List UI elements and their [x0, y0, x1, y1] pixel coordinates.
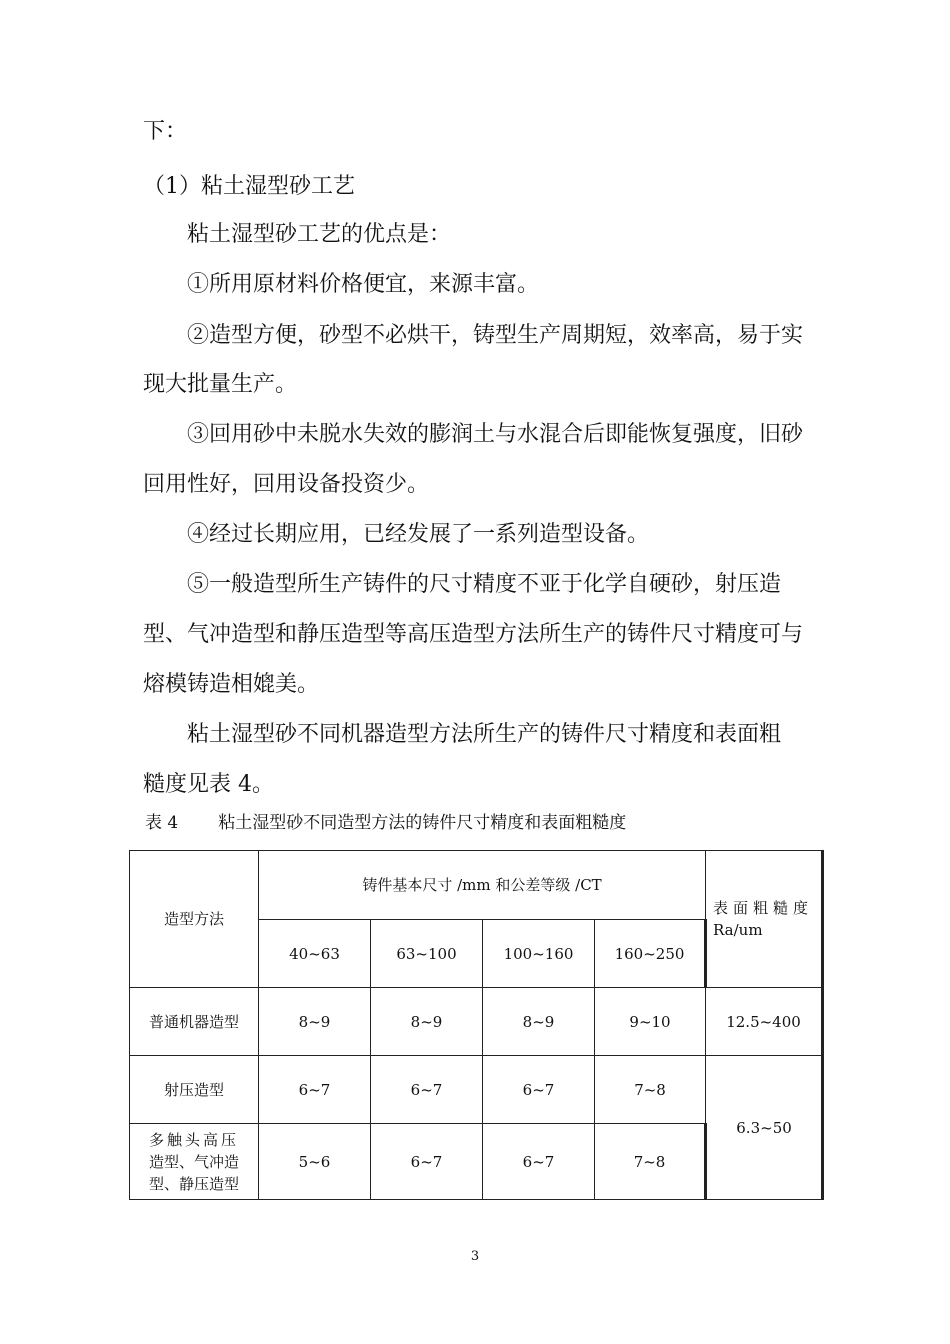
method-cell: 射压造型 [130, 1056, 259, 1124]
header-roughness-unit: Ra/um [713, 921, 763, 939]
method-line: 型、静压造型 [148, 1174, 239, 1193]
table-header-row [130, 851, 823, 920]
advantage-3-line1: ③回用砂中未脱水失效的膨润土与水混合后即能恢复强度，旧砂 [187, 422, 804, 447]
value-cell: 8~9 [371, 988, 483, 1056]
value-cell: 7~8 [595, 1056, 706, 1124]
value-cell: 6~7 [259, 1056, 371, 1124]
header-roughness-label: 表面粗糙度 [713, 899, 814, 917]
summary-line1: 粘土湿型砂不同机器造型方法所生产的铸件尺寸精度和表面粗 [187, 722, 782, 747]
advantage-4: ④经过长期应用，已经发展了一系列造型设备。 [187, 522, 650, 547]
advantage-5-line3: 熔模铸造相媲美。 [143, 672, 320, 697]
advantage-3-line2: 回用性好，回用设备投资少。 [143, 472, 430, 497]
size-range-cell: 63~100 [371, 920, 483, 988]
table-row [130, 988, 823, 1056]
page-number: 3 [470, 1249, 480, 1264]
size-range-cell: 40~63 [259, 920, 371, 988]
roughness-cell: 6.3~50 [706, 1056, 823, 1200]
advantage-5-line1: ⑤一般造型所生产铸件的尺寸精度不亚于化学自硬砂，射压造 [187, 572, 782, 597]
size-range-cell: 160~250 [595, 920, 706, 988]
value-cell: 7~8 [595, 1124, 706, 1200]
dimension-accuracy-table [129, 850, 824, 1200]
value-cell: 6~7 [371, 1056, 483, 1124]
table-caption-label: 表 4 [145, 813, 179, 833]
header-roughness [706, 851, 823, 988]
table-row [130, 1056, 823, 1124]
header-size-grade: 铸件基本尺寸 /mm 和公差等级 /CT [259, 851, 706, 920]
advantage-5-line2: 型、气冲造型和静压造型等高压造型方法所生产的铸件尺寸精度可与 [143, 622, 804, 647]
method-cell [130, 1124, 259, 1200]
method-line: 多触头高压 [148, 1130, 239, 1149]
advantage-1: ①所用原材料价格便宜，来源丰富。 [187, 272, 540, 297]
value-cell: 8~9 [259, 988, 371, 1056]
section-heading: （1）粘土湿型砂工艺 [143, 174, 355, 199]
method-cell: 普通机器造型 [130, 988, 259, 1056]
table-caption [145, 811, 626, 835]
value-cell: 9~10 [595, 988, 706, 1056]
advantage-2-line2: 现大批量生产。 [143, 372, 298, 397]
summary-line2: 糙度见表 4。 [143, 772, 274, 797]
method-line: 造型、气冲造 [148, 1152, 239, 1171]
advantages-intro: 粘土湿型砂工艺的优点是： [187, 222, 452, 247]
value-cell: 6~7 [371, 1124, 483, 1200]
value-cell: 6~7 [483, 1124, 595, 1200]
size-range-cell: 100~160 [483, 920, 595, 988]
paragraph-continuation: 下： [143, 119, 188, 144]
value-cell: 8~9 [483, 988, 595, 1056]
advantage-2-line1: ②造型方便，砂型不必烘干，铸型生产周期短，效率高，易于实 [187, 323, 804, 348]
value-cell: 6~7 [483, 1056, 595, 1124]
roughness-cell: 12.5~400 [706, 988, 823, 1056]
header-method: 造型方法 [130, 851, 259, 988]
table-caption-text: 粘土湿型砂不同造型方法的铸件尺寸精度和表面粗糙度 [218, 813, 627, 833]
value-cell: 5~6 [259, 1124, 371, 1200]
